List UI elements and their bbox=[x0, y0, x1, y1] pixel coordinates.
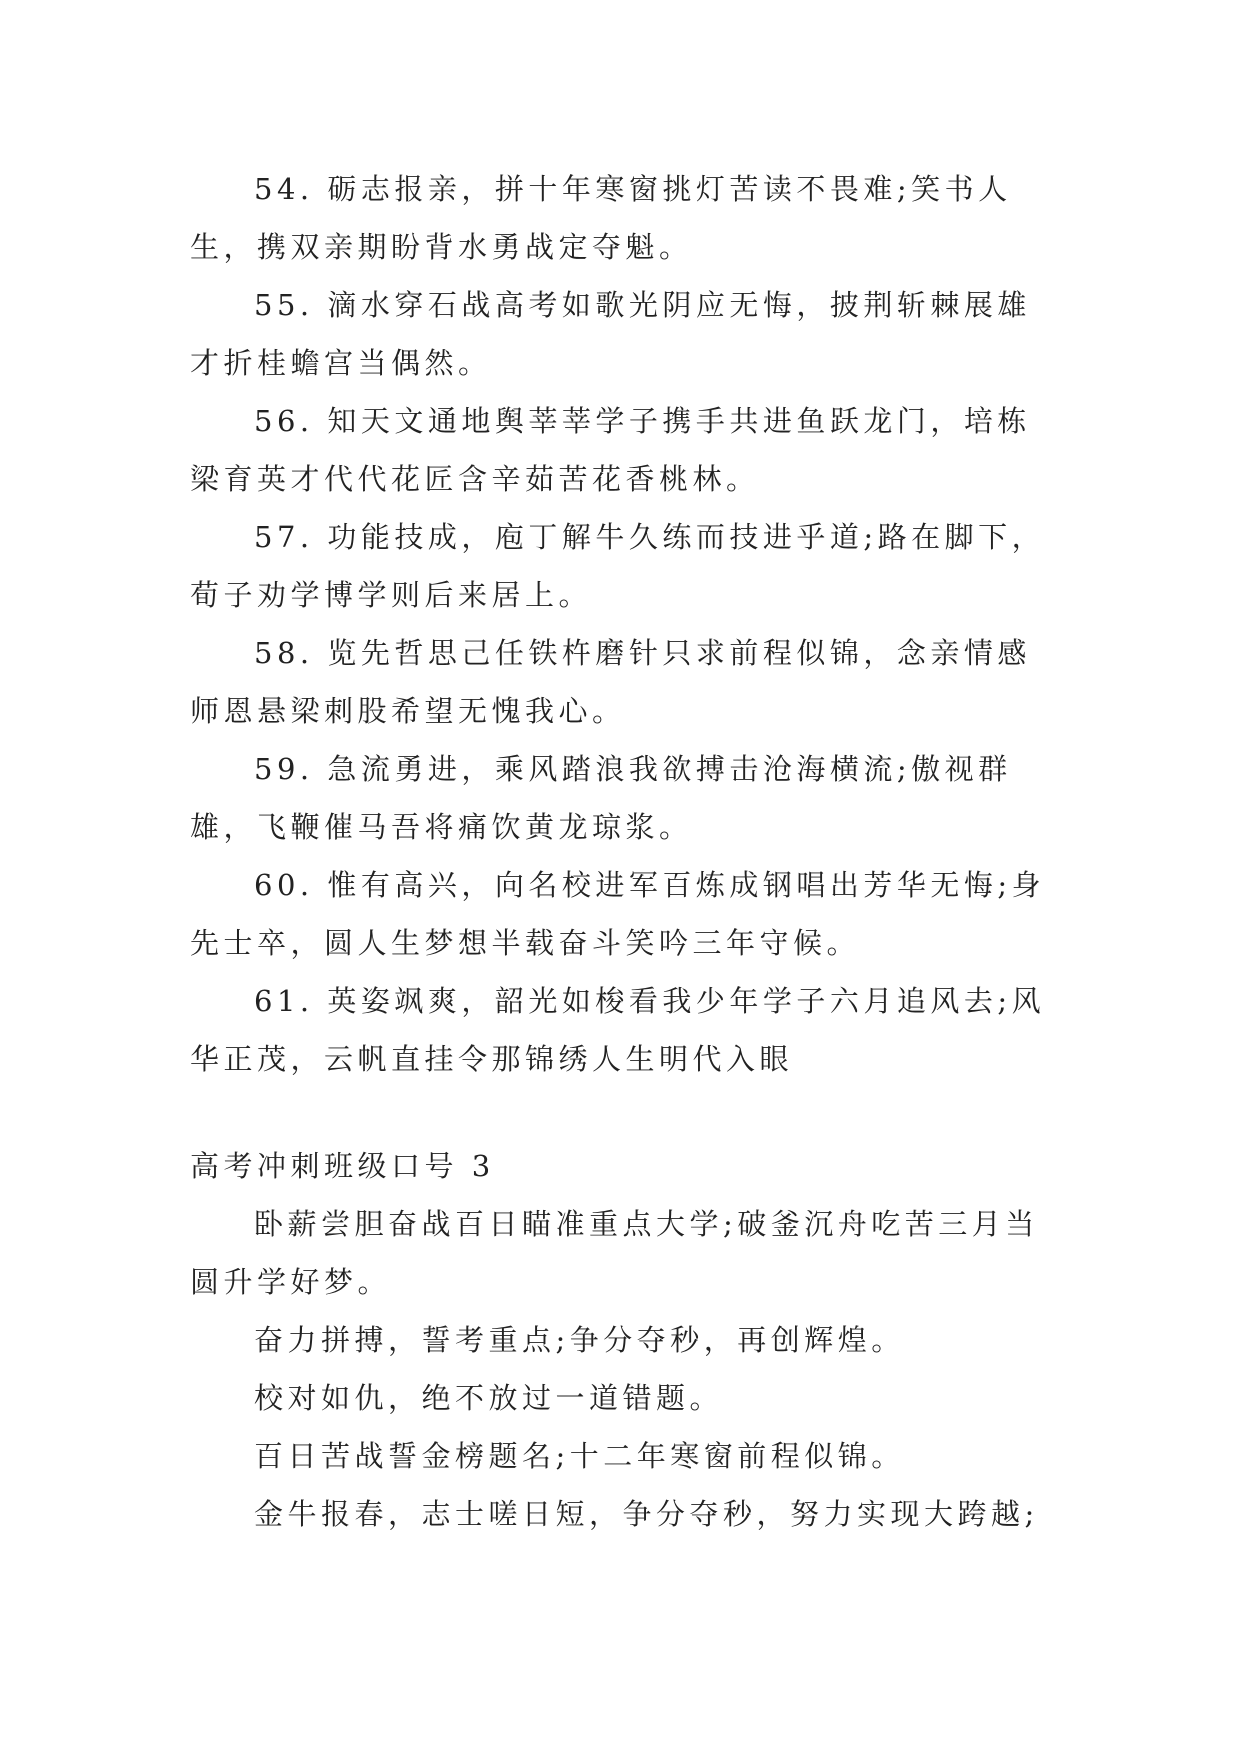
slogan-58: 58. 览先哲思己任铁杵磨针只求前程似锦，念亲情感师恩悬梁刺股希望无愧我心。 bbox=[190, 636, 1031, 728]
slogan-60: 60. 惟有高兴，向名校进军百炼成钢唱出芳华无悔;身先士卒，圆人生梦想半载奋斗笑吟三年守候。 bbox=[190, 868, 1046, 960]
slogan-55: 55. 滴水穿石战高考如歌光阴应无悔，披荆斩棘展雄才折桂蟾宫当偶然。 bbox=[190, 288, 1031, 380]
slogan-56: 56. 知天文通地舆莘莘学子携手共进鱼跃龙门，培栋梁育英才代代花匠含辛茹苦花香桃林。 bbox=[190, 404, 1031, 496]
slogan-61: 61. 英姿飒爽，韶光如梭看我少年学子六月追风去;风华正茂，云帆直挂令那锦绣人生明代入眼 bbox=[190, 984, 1046, 1076]
slogan-59: 59. 急流勇进，乘风踏浪我欲搏击沧海横流;傲视群雄，飞鞭催马吾将痛饮黄龙琼浆。 bbox=[190, 752, 1012, 844]
section-slogan-3: 校对如仇，绝不放过一道错题。 bbox=[254, 1381, 724, 1415]
slogan-54: 54. 砺志报亲，拼十年寒窗挑灯苦读不畏难;笑书人生，携双亲期盼背水勇战定夺魁。 bbox=[190, 172, 1012, 264]
section-slogan-4: 百日苦战誓金榜题名;十二年寒窗前程似锦。 bbox=[254, 1439, 905, 1473]
document-body bbox=[190, 160, 1060, 1543]
section-title: 高考冲刺班级口号 3 bbox=[190, 1149, 495, 1183]
section-slogan-5: 金牛报春，志士嗟日短，争分夺秒，努力实现大跨越; bbox=[254, 1497, 1039, 1531]
slogan-57: 57. 功能技成，庖丁解牛久练而技进乎道;路在脚下，荀子劝学博学则后来居上。 bbox=[190, 520, 1046, 612]
section-slogan-2: 奋力拼搏，誓考重点;争分夺秒，再创辉煌。 bbox=[254, 1323, 905, 1357]
section-slogan-1: 卧薪尝胆奋战百日瞄准重点大学;破釜沉舟吃苦三月当圆升学好梦。 bbox=[190, 1207, 1039, 1299]
